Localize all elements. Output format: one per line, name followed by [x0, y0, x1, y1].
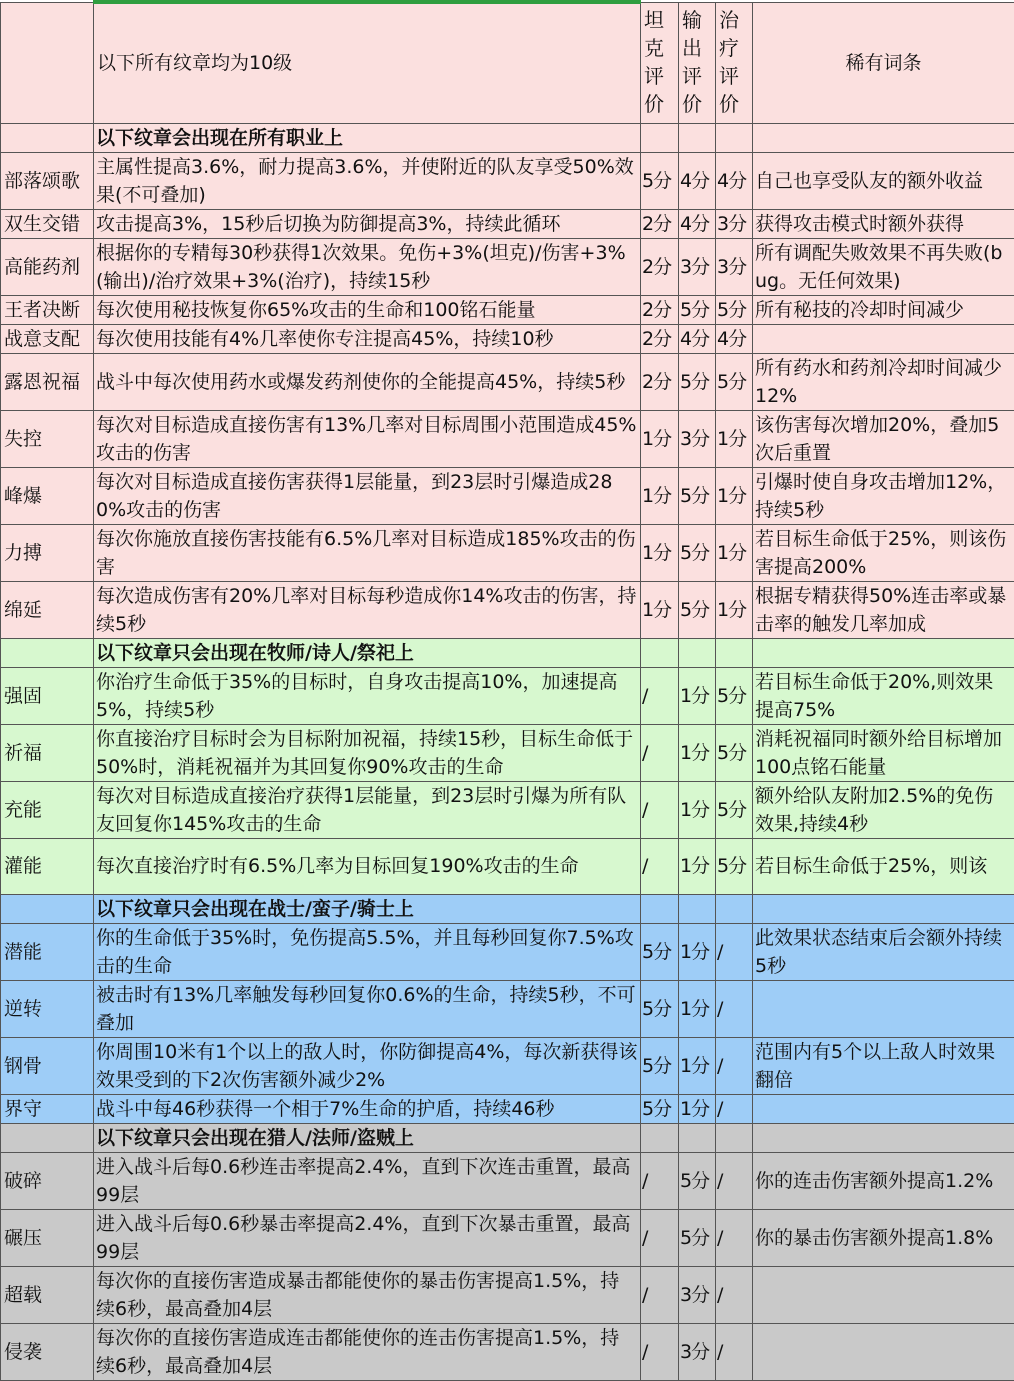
tank-score: / [641, 781, 679, 838]
heal-score: 5分 [716, 667, 753, 724]
rare-affix: 获得攻击模式时额外获得 [753, 209, 1014, 238]
dps-score: 1分 [679, 980, 716, 1037]
emblem-description: 战斗中每46秒获得一个相于7%生命的护盾，持续46秒 [94, 1094, 641, 1123]
rare-affix: 额外给队友附加2.5%的免伤效果,持续4秒 [753, 781, 1014, 838]
header-dps-rating [679, 2, 716, 123]
emblem-name: 力搏 [1, 524, 94, 581]
section-blank-cell [1, 638, 94, 667]
table-row [1, 324, 1014, 353]
rare-affix: 根据专精获得50%连击率或暴击率的触发几率加成 [753, 581, 1014, 638]
rare-affix: 若目标生命低于20%,则效果提高75% [753, 667, 1014, 724]
heal-score: 1分 [716, 524, 753, 581]
rare-affix [753, 1323, 1014, 1380]
tank-score: 5分 [641, 152, 679, 209]
emblem-name: 灌能 [1, 838, 94, 894]
tank-score: / [641, 667, 679, 724]
section-blank-cell [641, 1123, 679, 1152]
tank-score: 1分 [641, 581, 679, 638]
table-row [1, 238, 1014, 295]
rare-affix: 若目标生命低于25%，则该 [753, 838, 1014, 894]
rare-affix [753, 1266, 1014, 1323]
table-row [1, 1323, 1014, 1380]
section-blank-cell [753, 894, 1014, 923]
header-dps-char: 价 [682, 90, 713, 118]
rare-affix: 引爆时使自身攻击增加12%，持续5秒 [753, 467, 1014, 524]
header-title [94, 2, 641, 123]
table-row [1, 524, 1014, 581]
heal-score: 5分 [716, 353, 753, 410]
section-header-row [1, 123, 1014, 152]
table-row [1, 1152, 1014, 1209]
dps-score: 1分 [679, 923, 716, 980]
tank-score: 1分 [641, 410, 679, 467]
section-blank-cell [716, 1123, 753, 1152]
table-row [1, 152, 1014, 209]
dps-score: 3分 [679, 1266, 716, 1323]
dps-score: 1分 [679, 781, 716, 838]
table-row [1, 1209, 1014, 1266]
table-row [1, 1094, 1014, 1123]
rare-affix: 范围内有5个以上敌人时效果翻倍 [753, 1037, 1014, 1094]
header-title-text: 以下所有纹章均为10级 [97, 52, 292, 74]
emblem-description: 每次你的直接伤害造成暴击都能使你的暴击伤害提高1.5%，持续6秒，最高叠加4层 [94, 1266, 641, 1323]
header-heal-rating [716, 2, 753, 123]
header-heal-char: 疗 [719, 34, 750, 62]
heal-score: / [716, 1209, 753, 1266]
emblem-name: 充能 [1, 781, 94, 838]
tank-score: 5分 [641, 1037, 679, 1094]
section-blank-cell [1, 1123, 94, 1152]
heal-score: 3分 [716, 209, 753, 238]
section-blank-cell [753, 123, 1014, 152]
emblem-name: 祈福 [1, 724, 94, 781]
section-title: 以下纹章只会出现在牧师/诗人/祭祀上 [94, 638, 641, 667]
emblem-name: 双生交错 [1, 209, 94, 238]
emblem-name: 部落颂歌 [1, 152, 94, 209]
dps-score: 4分 [679, 324, 716, 353]
rare-affix [753, 1094, 1014, 1123]
tank-score: 1分 [641, 524, 679, 581]
section-blank-cell [641, 638, 679, 667]
header-row [1, 2, 1014, 123]
dps-score: 4分 [679, 209, 716, 238]
emblem-name: 碾压 [1, 1209, 94, 1266]
emblem-name: 潜能 [1, 923, 94, 980]
heal-score: 4分 [716, 324, 753, 353]
emblem-description: 每次对目标造成直接伤害有13%几率对目标周围小范围造成45%攻击的伤害 [94, 410, 641, 467]
tank-score: 5分 [641, 980, 679, 1037]
table-row [1, 980, 1014, 1037]
dps-score: 3分 [679, 1323, 716, 1380]
header-heal-char: 治 [719, 6, 750, 34]
emblem-name: 露恩祝福 [1, 353, 94, 410]
rare-affix [753, 980, 1014, 1037]
tank-score: 5分 [641, 923, 679, 980]
tank-score: 2分 [641, 238, 679, 295]
dps-score: 5分 [679, 581, 716, 638]
table-row [1, 781, 1014, 838]
table-row [1, 467, 1014, 524]
emblem-description: 你周围10米有1个以上的敌人时，你防御提高4%，每次新获得该效果受到的下2次伤害额外减少2% [94, 1037, 641, 1094]
tank-score: 1分 [641, 467, 679, 524]
rare-affix: 你的连击伤害额外提高1.2% [753, 1152, 1014, 1209]
header-tank-char: 坦 [644, 6, 676, 34]
heal-score: 5分 [716, 838, 753, 894]
section-blank-cell [716, 638, 753, 667]
section-blank-cell [716, 123, 753, 152]
section-blank-cell [641, 894, 679, 923]
heal-score: 1分 [716, 467, 753, 524]
heal-score: / [716, 1094, 753, 1123]
emblem-description: 每次造成伤害有20%几率对目标每秒造成你14%攻击的伤害，持续5秒 [94, 581, 641, 638]
table-row [1, 1266, 1014, 1323]
emblem-description: 每次你的直接伤害造成连击都能使你的连击伤害提高1.5%，持续6秒，最高叠加4层 [94, 1323, 641, 1380]
dps-score: 5分 [679, 1152, 716, 1209]
section-blank-cell [641, 123, 679, 152]
heal-score: / [716, 1152, 753, 1209]
heal-score: / [716, 923, 753, 980]
emblem-description: 根据你的专精每30秒获得1次效果。免伤+3%(坦克)/伤害+3%(输出)/治疗效果+3%(治疗)，持续15秒 [94, 238, 641, 295]
table-row [1, 410, 1014, 467]
heal-score: 5分 [716, 724, 753, 781]
rare-affix: 所有药水和药剂冷却时间减少12% [753, 353, 1014, 410]
emblem-name: 破碎 [1, 1152, 94, 1209]
header-rare [753, 2, 1014, 123]
emblem-description: 主属性提高3.6%，耐力提高3.6%，并使附近的队友享受50%效果(不可叠加) [94, 152, 641, 209]
section-title: 以下纹章只会出现在战士/蛮子/骑士上 [94, 894, 641, 923]
dps-score: 4分 [679, 152, 716, 209]
emblem-description: 战斗中每次使用药水或爆发药剂使你的全能提高45%，持续5秒 [94, 353, 641, 410]
dps-score: 1分 [679, 1094, 716, 1123]
tank-score: 2分 [641, 209, 679, 238]
section-title: 以下纹章只会出现在猎人/法师/盗贼上 [94, 1123, 641, 1152]
emblem-description: 每次使用技能有4%几率使你专注提高45%，持续10秒 [94, 324, 641, 353]
tank-score: / [641, 1266, 679, 1323]
heal-score: / [716, 980, 753, 1037]
emblem-name: 绵延 [1, 581, 94, 638]
rare-affix: 所有调配失败效果不再失败(bug。无任何效果) [753, 238, 1014, 295]
header-heal-char: 评 [719, 62, 750, 90]
table-row [1, 581, 1014, 638]
table-row [1, 724, 1014, 781]
header-dps-char: 出 [682, 34, 713, 62]
heal-score: / [716, 1266, 753, 1323]
header-tank-char: 价 [644, 90, 676, 118]
emblem-description: 每次对目标造成直接治疗获得1层能量，到23层时引爆为所有队友回复你145%攻击的生命 [94, 781, 641, 838]
heal-score: 1分 [716, 581, 753, 638]
dps-score: 1分 [679, 1037, 716, 1094]
section-blank-cell [716, 894, 753, 923]
header-dps-char: 输 [682, 6, 713, 34]
emblem-name: 逆转 [1, 980, 94, 1037]
emblem-name: 钢骨 [1, 1037, 94, 1094]
emblem-name: 强固 [1, 667, 94, 724]
tank-score: 2分 [641, 324, 679, 353]
heal-score: / [716, 1037, 753, 1094]
table-row [1, 923, 1014, 980]
dps-score: 5分 [679, 1209, 716, 1266]
rare-affix: 若目标生命低于25%，则该伤害提高200% [753, 524, 1014, 581]
tank-score: / [641, 724, 679, 781]
emblem-description: 每次对目标造成直接伤害获得1层能量，到23层时引爆造成280%攻击的伤害 [94, 467, 641, 524]
emblem-name: 峰爆 [1, 467, 94, 524]
emblem-name: 侵袭 [1, 1323, 94, 1380]
section-header-row [1, 638, 1014, 667]
dps-score: 5分 [679, 295, 716, 324]
rare-affix: 此效果状态结束后会额外持续5秒 [753, 923, 1014, 980]
header-tank-rating [641, 2, 679, 123]
dps-score: 3分 [679, 238, 716, 295]
dps-score: 1分 [679, 667, 716, 724]
dps-score: 1分 [679, 724, 716, 781]
emblem-description: 你的生命低于35%时，免伤提高5.5%，并且每秒回复你7.5%攻击的生命 [94, 923, 641, 980]
section-blank-cell [679, 638, 716, 667]
emblem-description: 每次你施放直接伤害技能有6.5%几率对目标造成185%攻击的伤害 [94, 524, 641, 581]
header-heal-char: 价 [719, 90, 750, 118]
tank-score: 2分 [641, 353, 679, 410]
tank-score: / [641, 1209, 679, 1266]
rare-affix: 该伤害每次增加20%，叠加5次后重置 [753, 410, 1014, 467]
emblem-name: 超载 [1, 1266, 94, 1323]
dps-score: 3分 [679, 410, 716, 467]
emblem-description: 你治疗生命低于35%的目标时，自身攻击提高10%，加速提高5%，持续5秒 [94, 667, 641, 724]
header-dps-char: 评 [682, 62, 713, 90]
section-header-row [1, 1123, 1014, 1152]
table-row [1, 353, 1014, 410]
rare-affix: 所有秘技的冷却时间减少 [753, 295, 1014, 324]
table-row [1, 838, 1014, 894]
emblem-description: 进入战斗后每0.6秒暴击率提高2.4%，直到下次暴击重置，最高99层 [94, 1209, 641, 1266]
section-header-row [1, 894, 1014, 923]
section-blank-cell [753, 1123, 1014, 1152]
emblem-description: 进入战斗后每0.6秒连击率提高2.4%，直到下次连击重置，最高99层 [94, 1152, 641, 1209]
emblem-name: 高能药剂 [1, 238, 94, 295]
table-row [1, 667, 1014, 724]
section-blank-cell [753, 638, 1014, 667]
header-tank-char: 克 [644, 34, 676, 62]
header-name-cell [1, 2, 94, 123]
section-title: 以下纹章会出现在所有职业上 [94, 123, 641, 152]
header-rare-text: 稀有词条 [845, 52, 921, 74]
heal-score: 1分 [716, 410, 753, 467]
heal-score: 4分 [716, 152, 753, 209]
tank-score: / [641, 838, 679, 894]
rare-affix: 自己也享受队友的额外收益 [753, 152, 1014, 209]
section-blank-cell [679, 1123, 716, 1152]
section-blank-cell [679, 123, 716, 152]
dps-score: 1分 [679, 838, 716, 894]
emblem-name: 战意支配 [1, 324, 94, 353]
emblem-description: 攻击提高3%，15秒后切换为防御提高3%，持续此循环 [94, 209, 641, 238]
emblem-description: 每次使用秘技恢复你65%攻击的生命和100铭石能量 [94, 295, 641, 324]
emblem-description: 你直接治疗目标时会为目标附加祝福，持续15秒，目标生命低于50%时，消耗祝福并为其回复你90%攻击的生命 [94, 724, 641, 781]
section-blank-cell [1, 894, 94, 923]
section-blank-cell [1, 123, 94, 152]
emblem-name: 失控 [1, 410, 94, 467]
emblem-description: 每次直接治疗时有6.5%几率为目标回复190%攻击的生命 [94, 838, 641, 894]
table-row [1, 209, 1014, 238]
dps-score: 5分 [679, 524, 716, 581]
emblem-name: 界守 [1, 1094, 94, 1123]
table-row [1, 1037, 1014, 1094]
tank-score: / [641, 1323, 679, 1380]
table-row [1, 295, 1014, 324]
emblem-description: 被击时有13%几率触发每秒回复你0.6%的生命，持续5秒，不可叠加 [94, 980, 641, 1037]
rare-affix: 消耗祝福同时额外给目标增加100点铭石能量 [753, 724, 1014, 781]
heal-score: 3分 [716, 238, 753, 295]
dps-score: 5分 [679, 353, 716, 410]
section-blank-cell [679, 894, 716, 923]
tank-score: 2分 [641, 295, 679, 324]
dps-score: 5分 [679, 467, 716, 524]
rare-affix [753, 324, 1014, 353]
emblem-name: 王者决断 [1, 295, 94, 324]
rare-affix: 你的暴击伤害额外提高1.8% [753, 1209, 1014, 1266]
heal-score: 5分 [716, 781, 753, 838]
tank-score: 5分 [641, 1094, 679, 1123]
tank-score: / [641, 1152, 679, 1209]
heal-score: 5分 [716, 295, 753, 324]
header-tank-char: 评 [644, 62, 676, 90]
heal-score: / [716, 1323, 753, 1380]
